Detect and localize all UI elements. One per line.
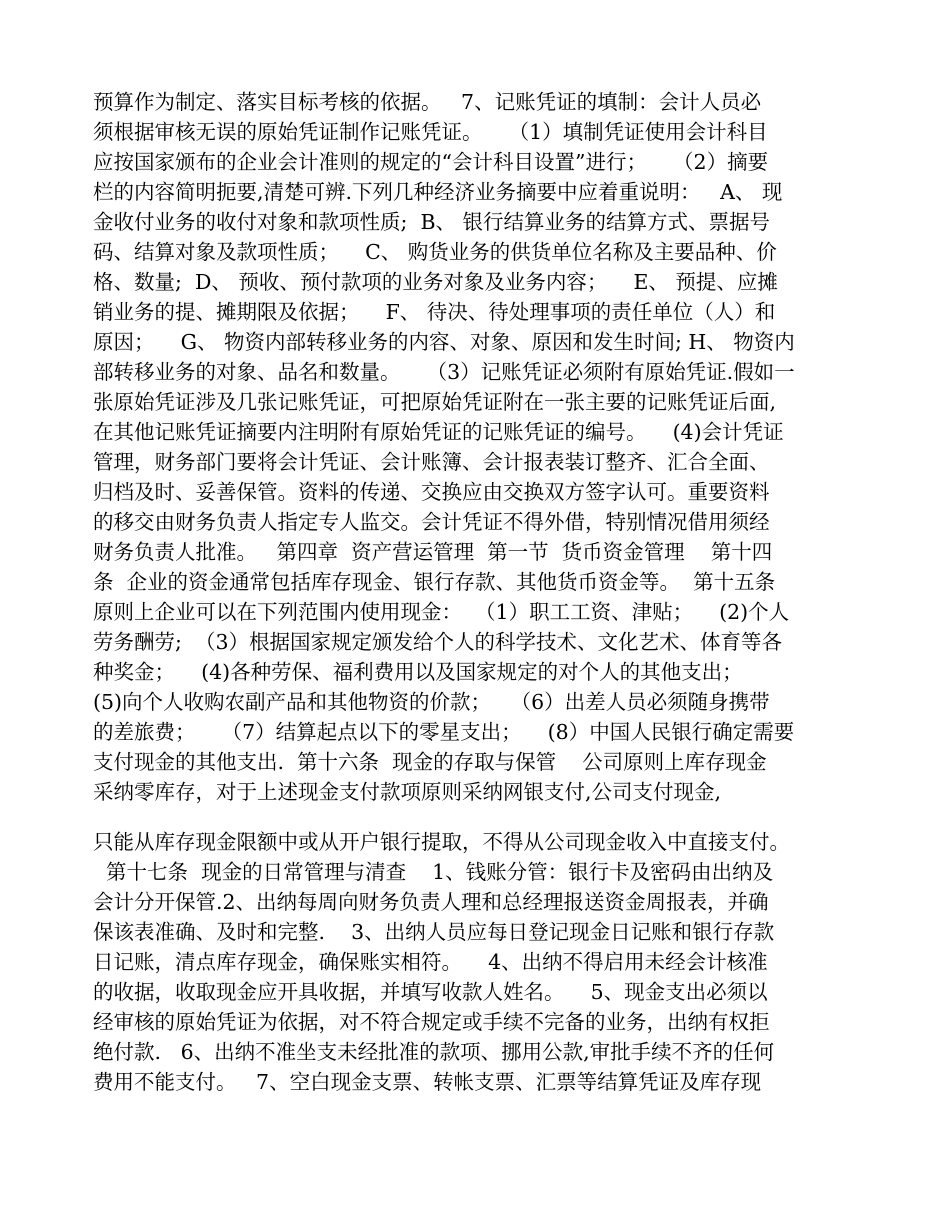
text-line: 销业务的提、摊期限及依据； F、 待决、待处理事项的责任单位（人）和 [93,300,776,324]
text-line: 的收据，收取现金应开具收据，并填写收款人姓名。 5、现金支出必须以 [93,980,768,1004]
text-line: 应按国家颁布的企业会计准则的规定的“会计科目设置”进行； （2）摘要 [93,150,769,174]
text-line: 劳务酬劳; （3）根据国家规定颁发给个人的科学技术、文化艺术、体育等各 [93,630,782,654]
text-line: 的差旅费； （7）结算起点以下的零星支出； (8）中国人民银行确定需要 [93,720,795,744]
text-line: 财务负责人批准。 第四章 资产营运管理 第一节 货币资金管理 第十四 [93,540,773,564]
text-line: 原则上企业可以在下列范围内使用现金： （1）职工工资、津贴； (2)个人 [93,600,790,624]
text-line: 会计分开保管.2、出纳每周向财务负责人理和总经理报送资金周报表，并确 [93,890,769,914]
text-line: 绝付款. 6、出纳不准坐支未经批准的款项、挪用公款,审批手续不齐的任何 [93,1040,775,1064]
text-line: 归档及时、妥善保管。资料的传递、交换应由交换双方签字认可。重要资料 [93,480,770,504]
text-line: 的移交由财务负责人指定专人监交。会计凭证不得外借，特别情况借用须经 [93,510,770,534]
text-line: 保该表准确、及时和完整. 3、出纳人员应每日登记现金日记账和银行存款 [93,920,775,944]
text-line: 部转移业务的对象、品名和数量。 （3）记账凭证必须附有原始凭证.假如一 [93,360,795,384]
text-line: 支付现金的其他支出. 第十六条 现金的存取与保管 公司原则上库存现金 [93,750,767,774]
text-line: 管理，财务部门要将会计凭证、会计账簿、会计报表装订整齐、汇合全面、 [93,450,770,474]
text-line: 种奖金； (4)各种劳保、福利费用以及国家规定的对个人的其他支出； [93,660,743,684]
text-line: 第十七条 现金的日常管理与清查 1、钱账分管：银行卡及密码由出纳及 [93,860,774,884]
text-line: 在其他记账凭证摘要内注明附有原始凭证的记账凭证的编号。 (4)会计凭证 [93,420,784,444]
text-line: 张原始凭证涉及几张记账凭证，可把原始凭证附在一张主要的记账凭证后面, [93,390,777,414]
text-line: 经审核的原始凭证为依据，对不符合规定或手续不完备的业务，出纳有权拒 [93,1010,770,1034]
text-line: 码、结算对象及款项性质； C、 购货业务的供货单位名称及主要品种、价 [93,240,777,264]
text-line: 采纳零库存，对于上述现金支付款项原则采纳网银支付,公司支付现金, [93,780,722,804]
text-line: 格、数量; D、 预收、预付款项的业务对象及业务内容； E、 预提、应摊 [93,270,778,294]
text-line: 条 企业的资金通常包括库存现金、银行存款、其他货币资金等。 第十五条 [93,570,776,594]
text-line: 只能从库存现金限额中或从开户银行提取，不得从公司现金收入中直接支付。 [93,830,790,854]
text-line: 费用不能支付。 7、空白现金支票、转帐支票、汇票等结算凭证及库存现 [93,1070,762,1094]
text-line: 预算作为制定、落实目标考核的依据。 7、记账凭证的填制：会计人员必 [93,90,762,114]
text-line: 日记账，清点库存现金，确保账实相符。 4、出纳不得启用未经会计核准 [93,950,768,974]
text-line: 金收付业务的收付对象和款项性质; B、 银行结算业务的结算方式、票据号 [93,210,771,234]
text-line: 原因； G、 物资内部转移业务的内容、对象、原因和发生时间; H、 物资内 [93,330,795,354]
text-line: (5)向个人收购农副产品和其他物资的价款； （6）出差人员必须随身携带 [93,690,770,714]
text-line: 栏的内容简明扼要,清楚可辨.下列几种经济业务摘要中应着重说明： A、 现 [93,180,783,204]
text-line: 须根据审核无误的原始凭证制作记账凭证。 （1）填制凭证使用会计科目 [93,120,768,144]
